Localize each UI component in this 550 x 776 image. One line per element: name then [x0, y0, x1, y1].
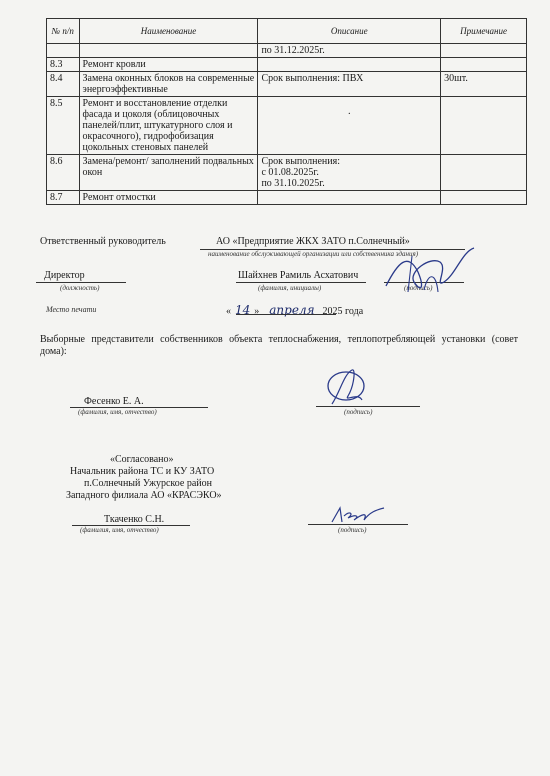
agreed-line-2: п.Солнечный Ужурское район	[84, 478, 212, 489]
table-row	[47, 58, 527, 72]
cell-number: 8.6	[47, 155, 80, 191]
cell-description: Срок выполнения: с 01.08.2025г. по 31.10.2025г.	[258, 155, 441, 191]
cell-note	[441, 97, 527, 155]
representative-name: Фесенко Е. А.	[84, 396, 144, 407]
date-close-quote: »	[254, 306, 260, 317]
header-name: Наименование	[79, 19, 258, 44]
representative-signature	[318, 366, 378, 410]
signing-date	[226, 301, 363, 319]
cell-name: Замена/ремонт/ заполнений подвальных окон	[79, 155, 258, 191]
cell-description: ·	[258, 97, 441, 155]
cell-number: 8.7	[47, 191, 80, 205]
cell-name: Ремонт отмостки	[79, 191, 258, 205]
representative-name-caption: (фамилия, имя, отчество)	[78, 408, 157, 416]
table-row	[47, 72, 527, 97]
agreed-name: Ткаченко С.Н.	[104, 514, 165, 525]
agreed-name-caption: (фамилия, имя, отчество)	[80, 526, 159, 534]
cell-note	[441, 44, 527, 58]
cell-name	[79, 44, 258, 58]
cell-number: 8.5	[47, 97, 80, 155]
table-row	[47, 191, 527, 205]
header-number: № п/п	[47, 19, 80, 44]
director-name: Шайхнев Рамиль Асхатович	[238, 270, 359, 281]
cell-description: Срок выполнения: ПВХ	[258, 72, 441, 97]
cell-note	[441, 58, 527, 72]
table-row	[47, 155, 527, 191]
position-caption: (должность)	[60, 284, 100, 292]
date-year: 2025 года	[322, 306, 364, 317]
responsible-label: Ответственный руководитель	[40, 236, 166, 247]
representatives-text: Выборные представители собственников объекта теплоснабжения, теплопотребляющей установки (совет дома):	[40, 334, 518, 357]
position-value: Директор	[44, 270, 85, 281]
table-header-row	[47, 19, 527, 44]
name-caption: (фамилия, инициалы)	[258, 284, 322, 292]
cell-name: Ремонт кровли	[79, 58, 258, 72]
cell-name: Замена оконных блоков на современные энергоэффективные	[79, 72, 258, 97]
name-underline	[236, 282, 366, 283]
date-open-quote: «	[226, 306, 231, 317]
representative-signature-caption: (подпись)	[344, 408, 373, 416]
cell-number: 8.4	[47, 72, 80, 97]
director-signature	[378, 242, 478, 302]
position-underline	[36, 282, 126, 283]
agreed-title: «Согласовано»	[110, 454, 174, 465]
cell-note	[441, 155, 527, 191]
works-table	[46, 18, 527, 205]
date-day: 14	[235, 303, 251, 317]
date-month: апреля	[269, 303, 315, 317]
header-description: Описание	[258, 19, 441, 44]
representative-signature-underline	[316, 406, 420, 407]
cell-description	[258, 191, 441, 205]
table-row	[47, 44, 527, 58]
org-caption: наименование обслуживающей организации или собственника здания)	[208, 250, 419, 258]
agreed-line-3: Западного филиала АО «КРАСЭКО»	[66, 490, 222, 501]
cell-note: 30шт.	[441, 72, 527, 97]
stamp-label: Место печати	[46, 305, 97, 314]
cell-description	[258, 58, 441, 72]
header-note: Примечание	[441, 19, 527, 44]
cell-description: по 31.12.2025г.	[258, 44, 441, 58]
cell-number: 8.3	[47, 58, 80, 72]
agreed-signature-underline	[308, 524, 408, 525]
cell-number	[47, 44, 80, 58]
cell-name: Ремонт и восстановление отделки фасада и цоколя (облицовочных панелей/плит, штукатурного слоя и окрасочного), гидрофобизация цокольных стеновых панелей	[79, 97, 258, 155]
organization-name: АО «Предприятие ЖКХ ЗАТО п.Солнечный»	[216, 236, 410, 247]
date-underline	[236, 314, 336, 315]
signature-caption: (подпись)	[404, 284, 433, 292]
table-row	[47, 97, 527, 155]
agreed-signature-caption: (подпись)	[338, 526, 367, 534]
agreed-line-1: Начальник района ТС и КУ ЗАТО	[70, 466, 215, 477]
cell-note	[441, 191, 527, 205]
